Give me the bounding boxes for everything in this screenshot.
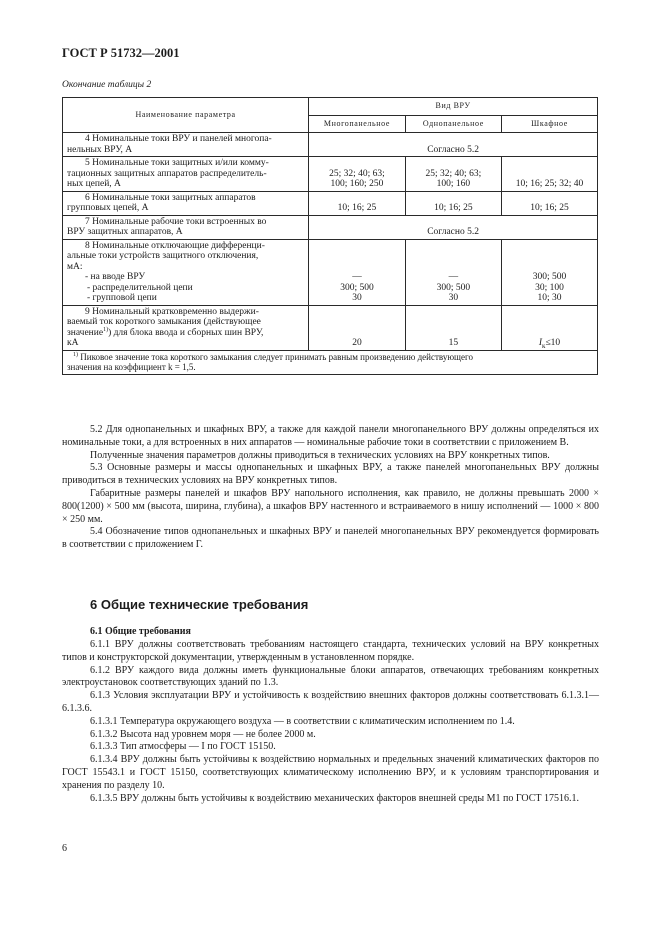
row9-multi: 20	[309, 305, 405, 350]
table-footnote-row	[63, 350, 598, 374]
row6-multi: 10; 16; 25	[309, 191, 405, 215]
row7-value: Согласно 5.2	[309, 215, 598, 239]
row5-multi: 25; 32; 40; 63; 100; 160; 250	[309, 157, 405, 192]
paragraph-5-3b: Габаритные размеры панелей и шкафов ВРУ напольного исполнения, как правило, не должны превышать 2000 × 800(1200) × 500 мм (высота, ширина, глубина), а шкафов ВРУ настенного и встраиваемого в нишу исполнений — 1000 × 800 × 250 мм.	[62, 487, 599, 525]
table-row	[63, 239, 598, 305]
row8-single: — 300; 500 30	[405, 239, 501, 305]
row5-single: 25; 32; 40; 63; 100; 160	[405, 157, 501, 192]
row9-cabinet: $I_к\le 10$	[502, 305, 598, 350]
page-number: 6	[62, 843, 67, 854]
subsection-6-1-heading: 6.1 Общие требования	[90, 626, 191, 637]
row8-multi: — 300; 500 30	[309, 239, 405, 305]
row8-cabinet: 300; 500 30; 100 10; 30	[502, 239, 598, 305]
row5-cabinet: 10; 16; 25; 32; 40	[502, 157, 598, 192]
row9-param: 9 Номинальный кратковременно выдержи- ваемый ток короткого замыкания (действующее значение$^{1)}$) для блока ввода и сборных шин ВРУ, кА	[63, 305, 309, 350]
paragraph-5-2b: Полученные значения параметров должны приводиться в технических условиях на ВРУ конкретных типов.	[90, 449, 550, 461]
section6-text	[62, 639, 599, 805]
parameters-table	[62, 97, 598, 375]
paragraph-6-1-3-4: 6.1.3.4 ВРУ должны быть устойчивы к воздействию нормальных и предельных значений климатических факторов по ГОСТ 15543.1 и ГОСТ 15150, соответствующих климатическому исполнению ВРУ, и к условиям транспортирования и хранения по разделу 10.	[62, 754, 599, 791]
paragraph-6-1-3-5: 6.1.3.5 ВРУ должны быть устойчивы к воздействию механических факторов внешней среды М1 по ГОСТ 17516.1.	[90, 792, 580, 804]
standard-header: ГОСТ Р 51732—2001	[62, 46, 180, 60]
paragraph-5-2: 5.2 Для однопанельных и шкафных ВРУ, а также для каждой панели многопанельного ВРУ должны определяться их номинальные токи, а для встроенных в них аппаратов — номинальные рабочие токи в соответствии с приложением В.	[62, 424, 599, 448]
row6-cabinet: 10; 16; 25	[502, 191, 598, 215]
row6-param: 6 Номинальные токи защитных аппаратов групповых цепей, А	[63, 191, 309, 215]
row7-param: 7 Номинальные рабочие токи встроенных во ВРУ защитных аппаратов, А	[63, 215, 309, 239]
header-cabinet: Шкафное	[502, 115, 598, 133]
paragraph-6-1-1: 6.1.1 ВРУ должны соответствовать требованиям настоящего стандарта, технических условий на ВРУ конкретных типов и конструкторской документации, утвержденным в установленном порядке.	[62, 639, 599, 663]
table-row	[63, 133, 598, 157]
header-param: Наименование параметра	[63, 98, 309, 133]
paragraph-6-1-3-2: 6.1.3.2 Высота над уровнем моря — не более 2000 м.	[90, 728, 316, 740]
table-caption: Окончание таблицы 2	[62, 80, 152, 90]
paragraph-5-3: 5.3 Основные размеры и массы однопанельных и шкафных ВРУ, а также панелей многопанельных ВРУ должны приводиться в технических условиях на ВРУ конкретных типов.	[62, 462, 599, 487]
paragraph-6-1-3-3: 6.1.3.3 Тип атмосферы — I по ГОСТ 15150.	[90, 741, 276, 753]
paragraph-6-1-3: 6.1.3 Условия эксплуатации ВРУ и устойчивость к воздействию внешних факторов должны соответствовать 6.1.3.1—6.1.3.6.	[62, 690, 599, 714]
row6-single: 10; 16; 25	[405, 191, 501, 215]
row8-param: 8 Номинальные отключающие дифференци- альные токи устройств защитного отключения, мА: - на вводе ВРУ - распределительной цепи - групповой цепи	[63, 239, 309, 305]
section5-text	[62, 424, 599, 552]
table-row	[63, 305, 598, 350]
row5-param: 5 Номинальные токи защитных и/или комму- тационных защитных аппаратов распределитель- ных цепей, А	[63, 157, 309, 192]
header-multi: Многопанельное	[309, 115, 405, 133]
footnote-ref: 1)	[103, 326, 109, 333]
paragraph-6-1-3-1: 6.1.3.1 Температура окружающего воздуха — в соответствии с климатическим исполнением по 1.4.	[90, 715, 515, 727]
header-kind: Вид ВРУ	[309, 98, 598, 116]
section-6-heading: 6 Общие технические требования	[90, 597, 309, 612]
paragraph-5-4: 5.4 Обозначение типов однопанельных и шкафных ВРУ и панелей многопанельных ВРУ рекомендуется формировать в соответствии с приложением Г.	[62, 526, 599, 551]
header-single: Однопанельное	[405, 115, 501, 133]
table-row	[63, 157, 598, 192]
row4-value: Согласно 5.2	[309, 133, 598, 157]
row9-single: 15	[405, 305, 501, 350]
row4-param: 4 Номинальные токи ВРУ и панелей многопа- нельных ВРУ, А	[63, 133, 309, 157]
table-row	[63, 215, 598, 239]
table-footnote: $^{1)}$ Пиковое значение тока короткого замыкания следует принимать равным произведению действующего значения на коэффициент k = 1,5.	[63, 350, 598, 374]
table-row	[63, 191, 598, 215]
paragraph-6-1-2: 6.1.2 ВРУ каждого вида должны иметь функциональные блоки аппаратов, отвечающих требованиям конкретных электроустановок соответствующих зданий по 1.3.	[62, 664, 599, 689]
table-header-row	[63, 98, 598, 116]
